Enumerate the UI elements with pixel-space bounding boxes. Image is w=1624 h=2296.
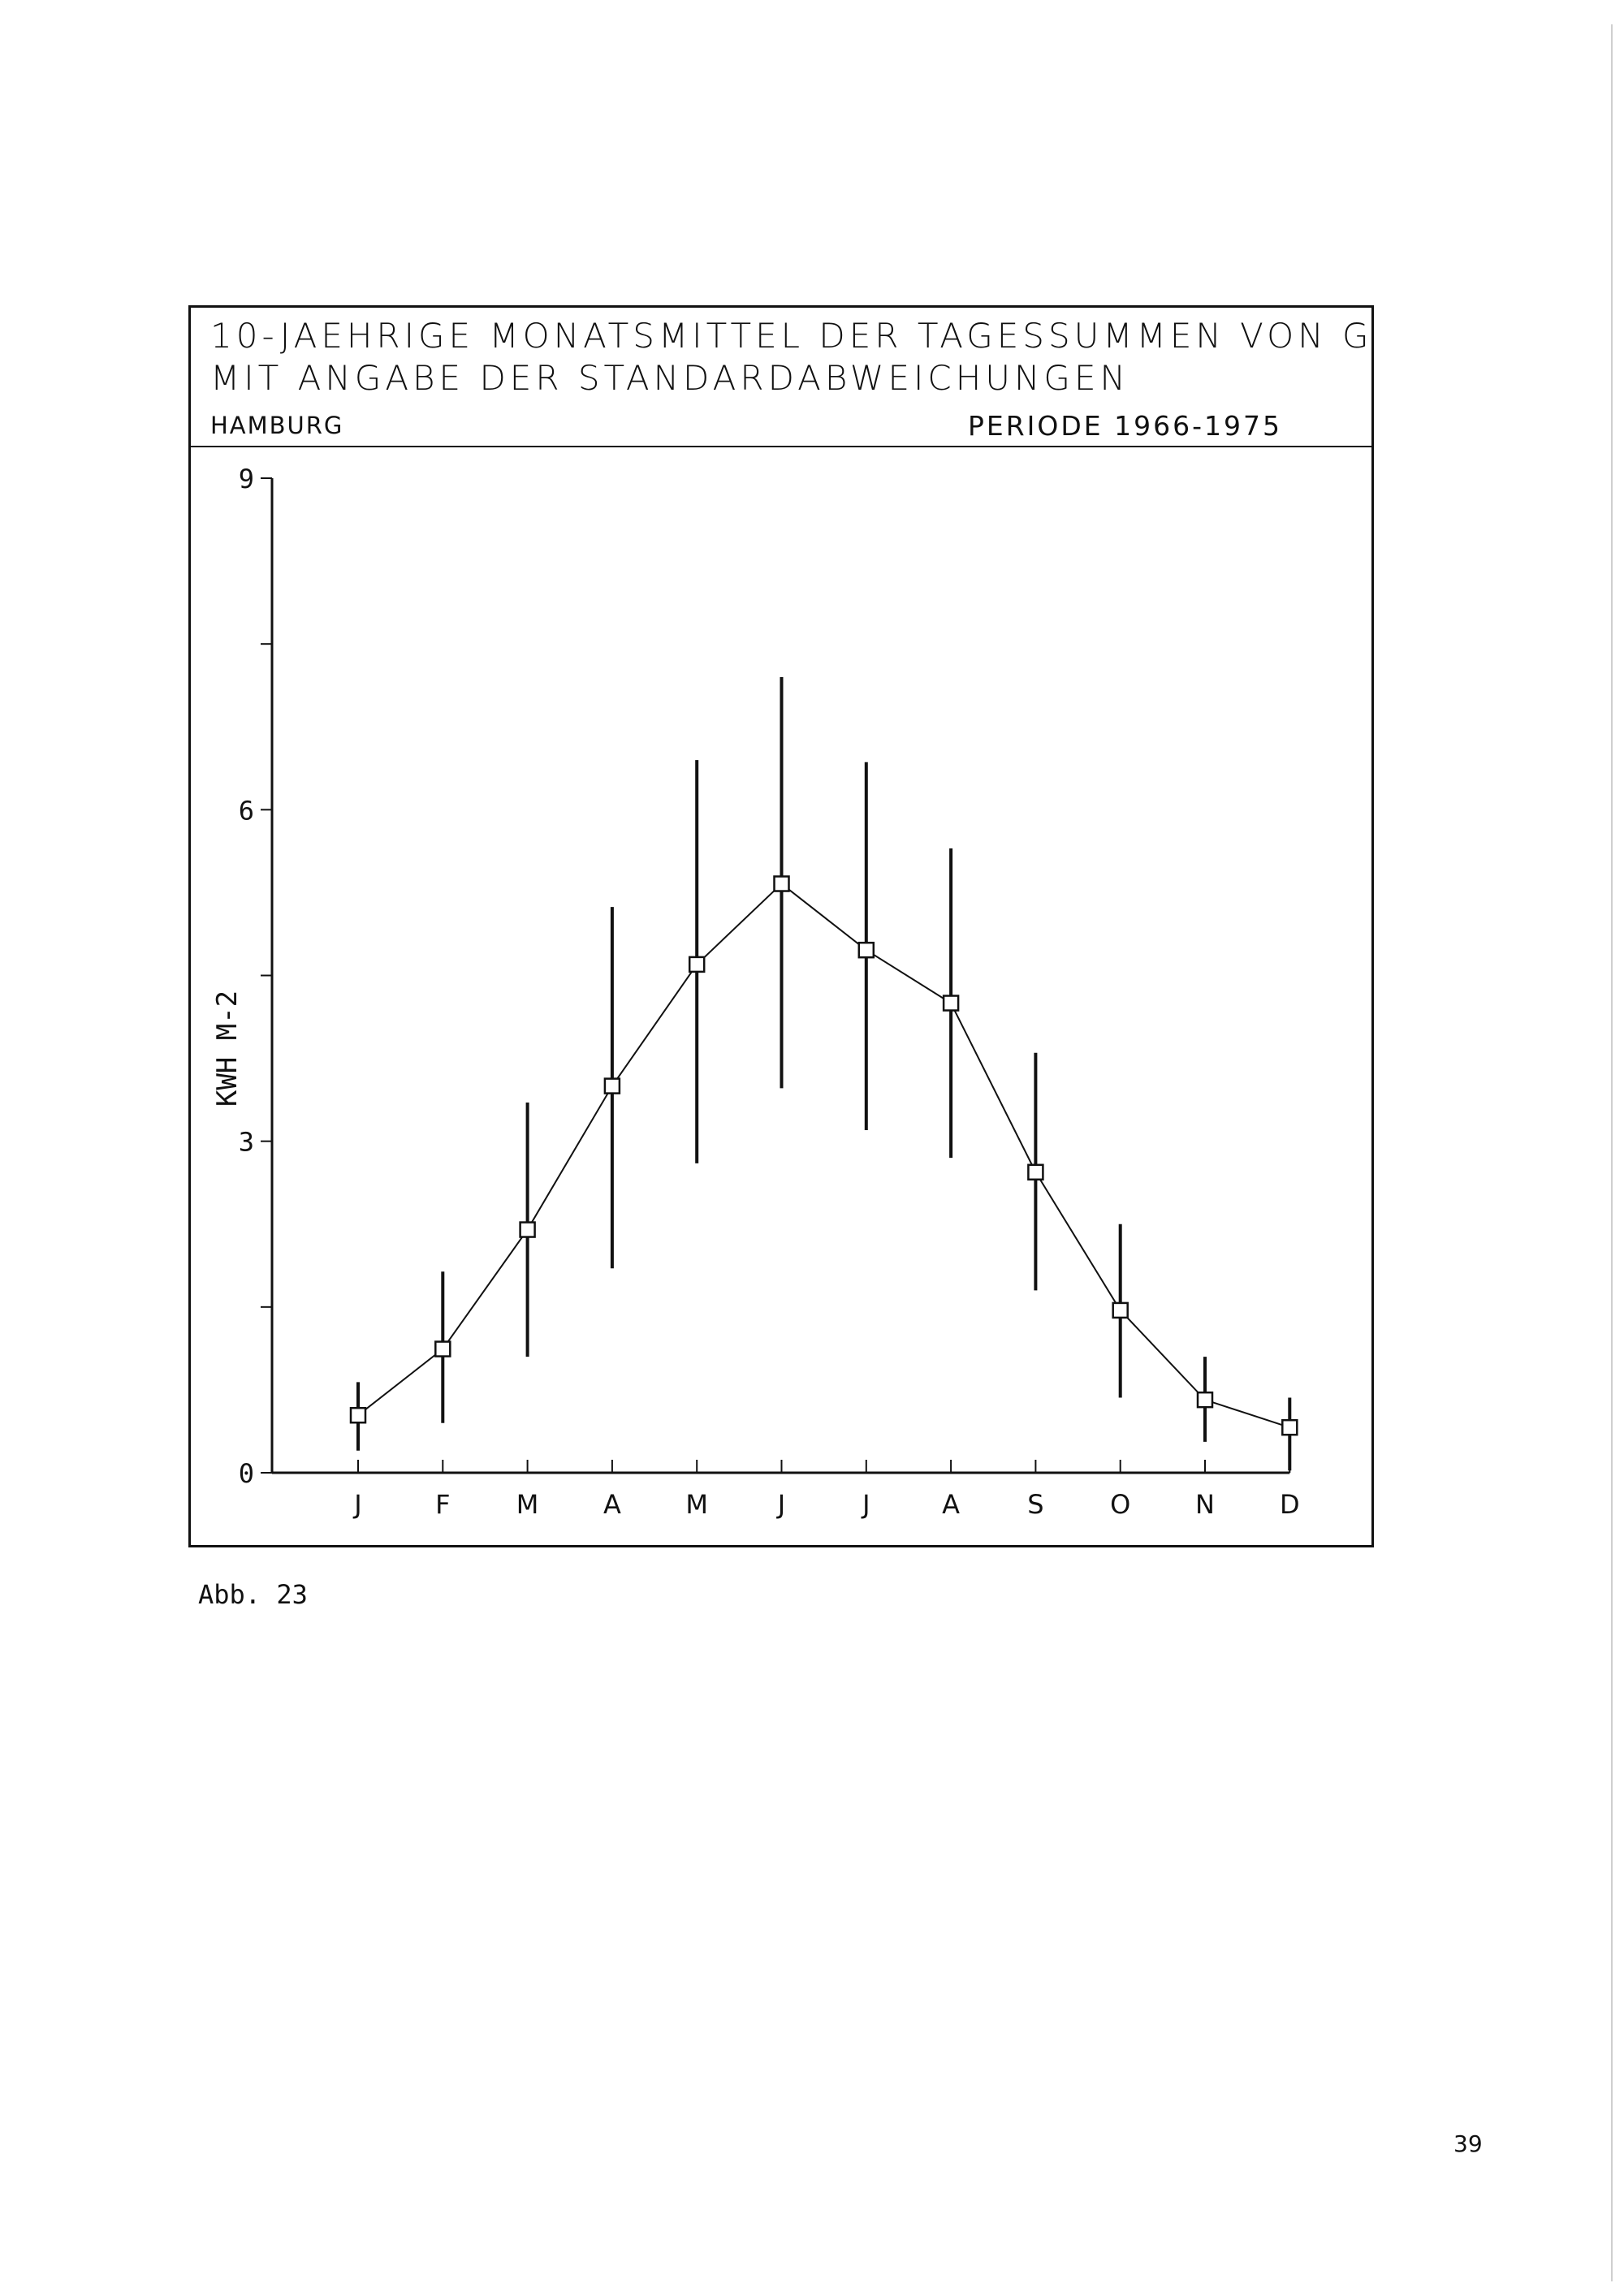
station-label: HAMBURG xyxy=(210,412,344,439)
x-tick-label: F xyxy=(435,1489,451,1520)
chart-title-line-2: MIT ANGABE DER STANDARDABWEICHUNGEN xyxy=(210,358,1129,398)
x-tick-label: A xyxy=(603,1489,621,1520)
period-label: PERIODE 1966-1975 xyxy=(967,410,1282,442)
x-tick-label: O xyxy=(1110,1489,1131,1520)
x-tick-label: J xyxy=(862,1489,870,1520)
page-number: 39 xyxy=(1453,2130,1483,2157)
x-tick-label: A xyxy=(942,1489,961,1520)
page-edge-line xyxy=(1611,24,1613,2281)
y-tick-label: 0 xyxy=(238,1458,254,1489)
y-tick-label: 9 xyxy=(238,464,254,494)
figure-caption: Abb. 23 xyxy=(198,1579,308,1610)
data-point-marker xyxy=(435,1342,450,1357)
chart-title-line-1: 10-JAEHRIGE MONATSMITTEL DER TAGESSUMMEN VON G xyxy=(210,316,1373,356)
y-tick-label: 3 xyxy=(238,1126,254,1158)
x-tick-label: J xyxy=(354,1489,362,1520)
figure-frame xyxy=(188,305,1374,1547)
data-point-marker xyxy=(859,943,874,957)
y-axis-label: KWH M-2 xyxy=(211,990,244,1107)
data-point-marker xyxy=(1113,1303,1128,1318)
x-tick-label: M xyxy=(685,1489,709,1520)
data-point-marker xyxy=(689,957,704,972)
data-point-marker xyxy=(1028,1165,1043,1180)
x-tick-label: N xyxy=(1195,1489,1215,1520)
data-point-marker xyxy=(1282,1420,1297,1435)
y-tick-label: 6 xyxy=(238,795,254,826)
data-point-marker xyxy=(520,1223,535,1237)
x-tick-label: D xyxy=(1279,1489,1300,1520)
x-tick-label: S xyxy=(1027,1489,1044,1520)
series-line xyxy=(358,884,1289,1428)
data-point-marker xyxy=(351,1408,365,1422)
data-point-marker xyxy=(605,1079,620,1094)
x-tick-label: J xyxy=(777,1489,786,1520)
chart-plot xyxy=(191,308,1371,1545)
data-point-marker xyxy=(944,996,958,1011)
data-point-marker xyxy=(775,877,789,891)
data-point-marker xyxy=(1198,1392,1212,1407)
x-tick-label: M xyxy=(516,1489,539,1520)
